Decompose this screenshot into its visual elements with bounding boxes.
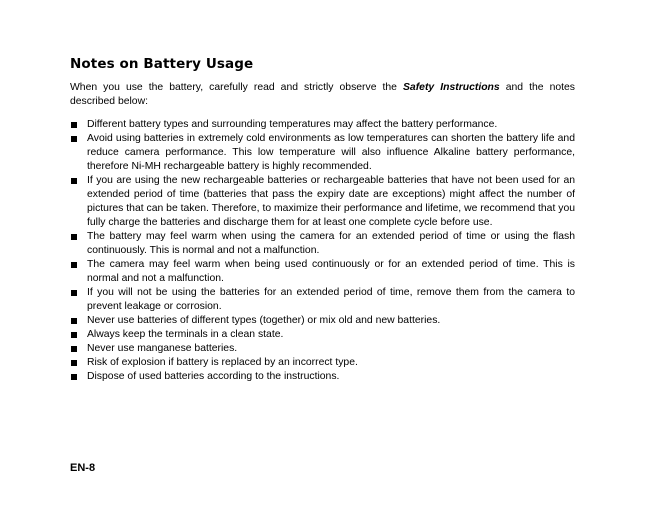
list-item-text: The battery may feel warm when using the camera for an extended period of time or using the flash continuously. This is normal and not a malfunction. <box>87 231 575 256</box>
list-item <box>70 174 575 230</box>
square-bullet-icon <box>71 136 77 142</box>
square-bullet-icon <box>71 346 77 352</box>
list-item-text: Dispose of used batteries according to the instructions. <box>87 371 340 382</box>
list-item <box>70 370 575 384</box>
list-item <box>70 286 575 314</box>
safety-instructions-emphasis: Safety Instructions <box>403 82 500 93</box>
list-item <box>70 328 575 342</box>
square-bullet-icon <box>71 360 77 366</box>
list-item <box>70 118 575 132</box>
battery-notes-list <box>70 118 575 384</box>
list-item-text: The camera may feel warm when being used continuously or for an extended period of time. This is normal and not a malfunction. <box>87 259 575 284</box>
list-item <box>70 314 575 328</box>
list-item-text: Never use batteries of different types (together) or mix old and new batteries. <box>87 315 441 326</box>
square-bullet-icon <box>71 318 77 324</box>
list-item <box>70 356 575 370</box>
list-item-text: Different battery types and surrounding temperatures may affect the battery performance. <box>87 119 498 130</box>
list-item-text: Always keep the terminals in a clean state. <box>87 329 284 340</box>
square-bullet-icon <box>71 290 77 296</box>
intro-text-before: When you use the battery, carefully read and strictly observe the <box>70 82 403 93</box>
list-item <box>70 230 575 258</box>
square-bullet-icon <box>71 122 77 128</box>
square-bullet-icon <box>71 234 77 240</box>
list-item-text: If you will not be using the batteries for an extended period of time, remove them from the camera to prevent leakage or corrosion. <box>87 287 575 312</box>
list-item-text: Never use manganese batteries. <box>87 343 238 354</box>
list-item-text: Avoid using batteries in extremely cold environments as low temperatures can shorten the battery life and reduce camera performance. This low temperature will also influence Alkaline battery performance, therefore Ni-MH rechargeable battery is highly recommended. <box>87 133 575 172</box>
list-item <box>70 132 575 174</box>
square-bullet-icon <box>71 178 77 184</box>
square-bullet-icon <box>71 262 77 268</box>
list-item-text: If you are using the new rechargeable batteries or rechargeable batteries that have not been used for an extended period of time (batteries that pass the expiry date are exceptions) might affect the number of pictures that can be taken. Therefore, to maximize their performance and lifetime, we recommend that you fully charge the batteries and discharge them for at least one complete cycle before use. <box>87 175 575 228</box>
intro-paragraph <box>70 81 575 109</box>
intro-text-after: and the notes described below: <box>70 82 575 107</box>
square-bullet-icon <box>71 332 77 338</box>
square-bullet-icon <box>71 374 77 380</box>
list-item <box>70 258 575 286</box>
section-title: Notes on Battery Usage <box>70 56 254 72</box>
list-item <box>70 342 575 356</box>
page-number: EN-8 <box>70 462 96 474</box>
list-item-text: Risk of explosion if battery is replaced by an incorrect type. <box>87 357 358 368</box>
